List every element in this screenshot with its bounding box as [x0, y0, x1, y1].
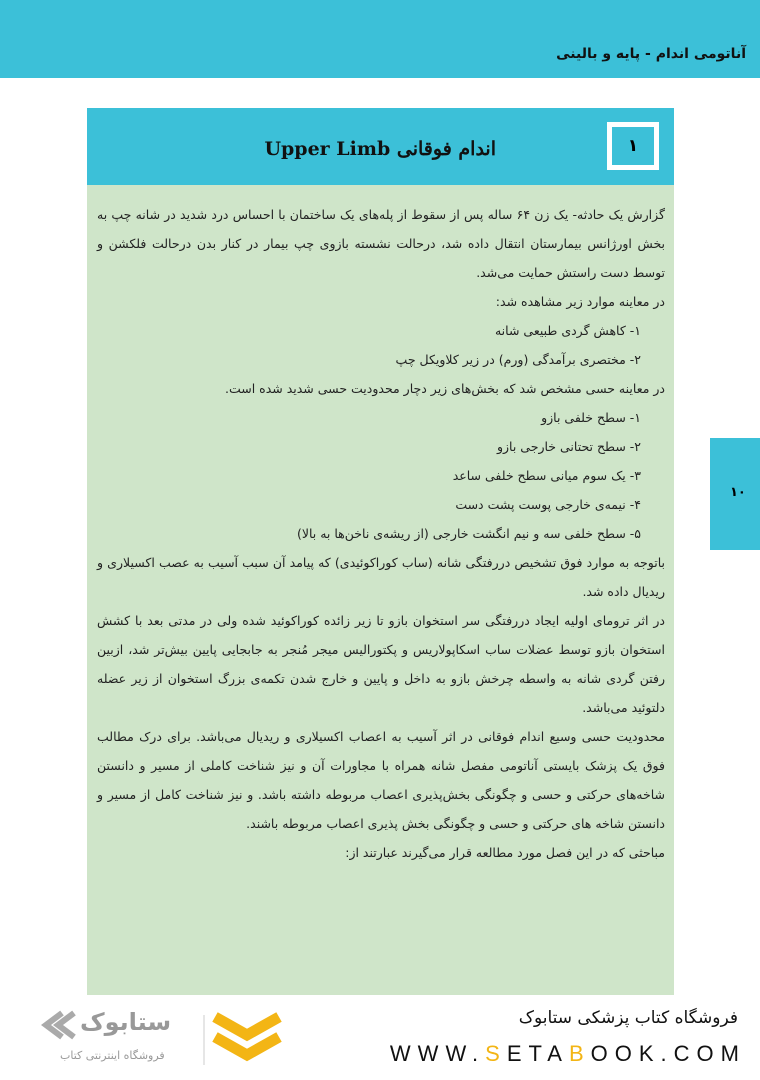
chapter-card — [87, 108, 674, 995]
logo-text: ستابوک — [80, 1008, 172, 1036]
logo-subtitle: فروشگاه اینترنتی کتاب — [60, 1049, 165, 1062]
book-title: آناتومی اندام - پایه و بالینی — [556, 46, 746, 62]
chapter-number: ۱ — [612, 127, 654, 165]
chapter-title: اندام فوقانی Upper Limb — [264, 138, 496, 160]
paragraph: باتوجه به موارد فوق تشخیص دررفتگی شانه (ساب کوراکوئیدی) که پیامد آن سبب آسیب به عصب اکسیلاری و ریدیال داده شد. — [97, 555, 665, 599]
chapter-body — [97, 200, 665, 867]
list-item: ۱- کاهش گردی طبیعی شانه — [494, 323, 641, 338]
chapter-number-box — [607, 122, 659, 170]
footer-banner — [0, 995, 760, 1080]
chapter-header — [87, 108, 674, 185]
list-item: ۳- یک سوم میانی سطح خلفی ساعد — [452, 468, 641, 483]
paragraph: در معاینه موارد زیر مشاهده شد: — [495, 294, 665, 309]
store-url[interactable]: WWW.SETABOOK.COM — [389, 1041, 746, 1066]
paragraph: محدودیت حسی وسیع اندام فوقانی در اثر آسیب به اعصاب اکسیلاری و ریدیال می‌باشد. برای درک مطالب فوق یک پزشک بایستی آناتومی مفصل شانه همراه با مجاورات آن و نیز شناخت کاملی از مسیر و دانستن شاخه‌های حرکتی و حسی و چگونگی بخش‌پذیری اعصاب مربوطه داشته باشد. و نیز شناخت کامل از مسیر و دانستن شاخه های حرکتی و حسی و چگونگی بخش پذیری اعصاب مربوطه باشند. — [97, 729, 665, 831]
paragraph: در معاینه حسی مشخص شد که بخش‌های زیر دچار محدودیت حسی شدید شده است. — [224, 381, 665, 396]
setabook-logo — [40, 1007, 300, 1073]
top-header-bar — [0, 0, 760, 78]
store-name: فروشگاه کتاب پزشکی ستابوک — [518, 1008, 738, 1028]
paragraph: مباحثی که در این فصل مورد مطالعه قرار می‌گیرند عبارتند از: — [345, 845, 665, 860]
list-item: ۲- مختصری برآمدگی (ورم) در زیر کلاویکل چپ — [395, 352, 641, 367]
list-item: ۵- سطح خلفی سه و نیم انگشت خارجی (از ریشه‌ی ناخن‌ها به بالا) — [296, 526, 641, 541]
page-number: ۱۰ — [730, 485, 746, 500]
list-item: ۱- سطح خلفی بازو — [541, 410, 641, 425]
list-item: ۴- نیمه‌ی خارجی پوست پشت دست — [455, 497, 641, 512]
page-number-tab — [710, 438, 760, 550]
paragraph: در اثر ترومای اولیه ایجاد دررفتگی سر استخوان بازو تا زیر زائده کوراکوئید شده ولی در مدتی بعد با کشش استخوان بازو توسط عضلات ساب اسکاپولاریس و پکتورالیس میجر مُنجر به جابجایی پایین بیش‌تر شد، ازبین رفتن گردی شانه به واسطه چرخش بازو به داخل و پایین و خارج شدن تکمه‌ی بزرگ استخوان از زیر عضله دلتوئید می‌باشد. — [97, 613, 665, 715]
list-item: ۲- سطح تحتانی خارجی بازو — [496, 439, 641, 454]
paragraph: گزارش یک حادثه- یک زن ۶۴ ساله پس از سقوط از پله‌های یک ساختمان با احساس درد شدید در شانه چپ به بخش اورژانس بیمارستان انتقال داده شد، درحالت نشسته بازوی چپ بیمار در کنار بدن درحالت فلکشن و توسط دست راستش حمایت می‌شد. — [97, 207, 666, 280]
